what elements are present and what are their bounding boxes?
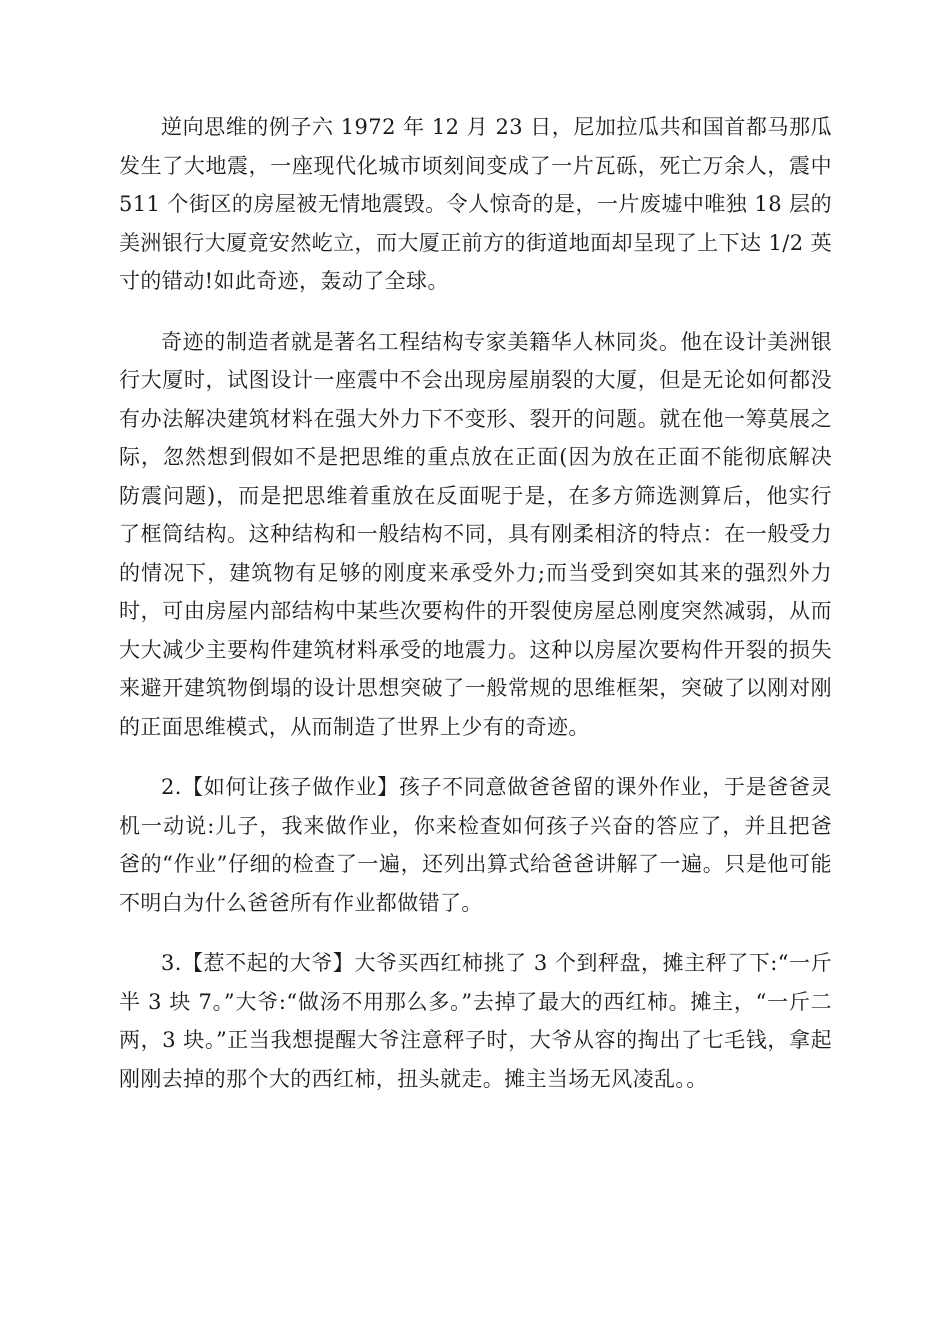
- paragraph-homework-story: 2.【如何让孩子做作业】孩子不同意做爸爸留的课外作业，于是爸爸灵机一动说:儿子，我来做作业，你来检查如何孩子兴奋的答应了，并且把爸爸的“作业”仔细的检查了一遍，还列出算式给爸爸讲解了一遍。只是他可能不明白为什么爸爸所有作业都做错了。: [119, 775, 832, 915]
- document-body: [119, 108, 832, 1120]
- paragraph-grandpa-story: 3.【惹不起的大爷】大爷买西红柿挑了 3 个到秤盘，摊主秤了下:“一斤半 3 块 7。”大爷:“做汤不用那么多。”去掉了最大的西红柿。摊主，“一斤二两，3 块。”正当我想提醒大爷注意秤子时，大爷从容的掏出了七毛钱，拿起刚刚去掉的那个大的西红柿，扭头就走。摊主当场无风凌乱。。: [119, 951, 832, 1091]
- paragraph-reverse-thinking-example: 逆向思维的例子六 1972 年 12 月 23 日，尼加拉瓜共和国首都马那瓜发生了大地震，一座现代化城市顷刻间变成了一片瓦砾，死亡万余人，震中 511 个街区的房屋被无情地震毁。令人惊奇的是，一片废墟中唯独 18 层的美洲银行大厦竟安然屹立，而大厦正前方的街道地面却呈现了上下达 1/2 英寸的错动!如此奇迹，轰动了全球。: [119, 115, 832, 293]
- paragraph-lin-tongyan: 奇迹的制造者就是著名工程结构专家美籍华人林同炎。他在设计美洲银行大厦时，试图设计一座震中不会出现房屋崩裂的大厦，但是无论如何都没有办法解决建筑材料在强大外力下不变形、裂开的问题。就在他一筹莫展之际，忽然想到假如不是把思维的重点放在正面(因为放在正面不能彻底解决防震问题)，而是把思维着重放在反面呢于是，在多方筛选测算后，他实行了框筒结构。这种结构和一般结构不同，具有刚柔相济的特点：在一般受力的情况下，建筑物有足够的刚度来承受外力;而当受到突如其来的强烈外力时，可由房屋内部结构中某些次要构件的开裂使房屋总刚度突然减弱，从而大大减少主要构件建筑材料承受的地震力。这种以房屋次要构件开裂的损失来避开建筑物倒塌的设计思想突破了一般常规的思维框架，突破了以刚对刚的正面思维模式，从而制造了世界上少有的奇迹。: [119, 329, 832, 739]
